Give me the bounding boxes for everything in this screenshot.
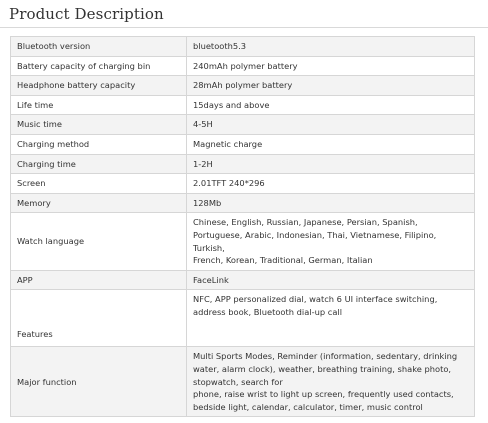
row-value: 1-2H	[187, 154, 475, 174]
table-row	[11, 154, 475, 174]
row-value: 28mAh polymer battery	[187, 76, 475, 96]
row-label: Watch language	[11, 213, 187, 270]
row-label: Life time	[11, 95, 187, 115]
row-label: Screen	[11, 174, 187, 194]
row-label: Major function	[11, 347, 187, 417]
page-title: Product Description	[9, 5, 164, 23]
table-row	[11, 115, 475, 135]
row-value: 240mAh polymer battery	[187, 56, 475, 76]
row-label: Charging method	[11, 134, 187, 154]
table-row	[11, 95, 475, 115]
table-row	[11, 213, 475, 270]
table-row	[11, 270, 475, 290]
table-row	[11, 56, 475, 76]
row-label: Charging time	[11, 154, 187, 174]
row-value: 15days and above	[187, 95, 475, 115]
row-label: Music time	[11, 115, 187, 135]
row-value: Multi Sports Modes, Reminder (information, sedentary, drinking water, alarm clock), weather, breathing training, shake photo, stopwatch, search for phone, raise wrist to light up screen, frequently used contacts, bedside light, calendar, calculator, timer, music control	[187, 347, 475, 417]
row-label: Bluetooth version	[11, 37, 187, 57]
table-row	[11, 347, 475, 417]
row-value: FaceLink	[187, 270, 475, 290]
row-value: 128Mb	[187, 193, 475, 213]
row-value: 2.01TFT 240*296	[187, 174, 475, 194]
row-value: bluetooth5.3	[187, 37, 475, 57]
table-row	[11, 174, 475, 194]
row-value: NFC, APP personalized dial, watch 6 UI interface switching, address book, Bluetooth dial-up call	[187, 290, 475, 347]
row-label: Features	[11, 290, 187, 347]
spec-table	[10, 36, 475, 417]
row-label: Headphone battery capacity	[11, 76, 187, 96]
row-label: APP	[11, 270, 187, 290]
table-row	[11, 134, 475, 154]
row-value: Magnetic charge	[187, 134, 475, 154]
table-row	[11, 193, 475, 213]
row-value: 4-5H	[187, 115, 475, 135]
title-divider	[0, 27, 488, 28]
table-row	[11, 290, 475, 347]
row-label: Memory	[11, 193, 187, 213]
row-value: Chinese, English, Russian, Japanese, Persian, Spanish, Portuguese, Arabic, Indonesian, Thai, Vietnamese, Filipino, Turkish, French, Korean, Traditional, German, Italian	[187, 213, 475, 270]
table-row	[11, 76, 475, 96]
row-label: Battery capacity of charging bin	[11, 56, 187, 76]
table-row	[11, 37, 475, 57]
